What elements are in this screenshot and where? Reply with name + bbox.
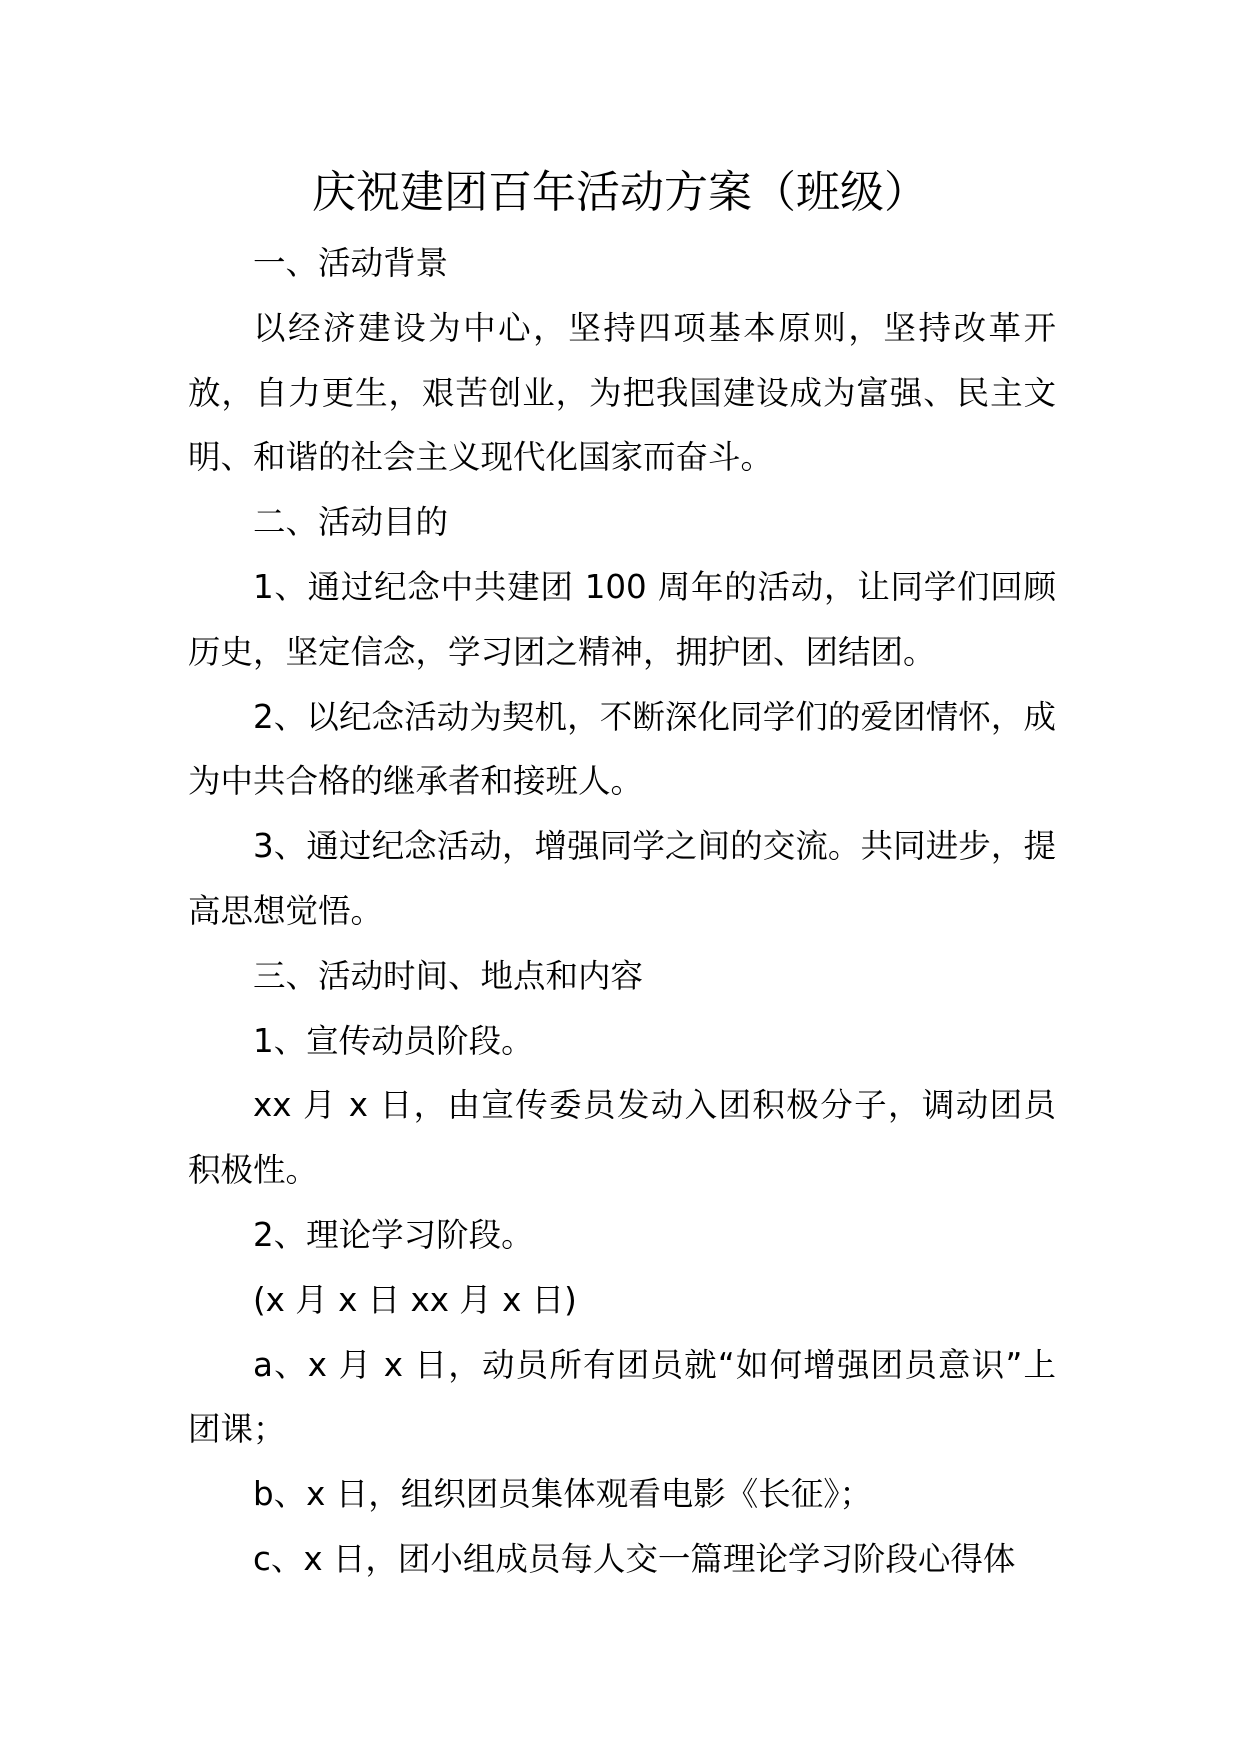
paragraph-purpose-1: 1、通过纪念中共建团 100 周年的活动，让同学们回顾历史，坚定信念，学习团之精神，拥护团、团结团。: [188, 567, 1056, 671]
list-item-b: b、x 日，组织团员集体观看电影《长征》；: [253, 1475, 872, 1514]
paragraph-purpose-3: 3、通过纪念活动，增强同学之间的交流。共同进步，提高思想觉悟。: [188, 827, 1056, 930]
paragraph-stage-2-dates: (x 月 x 日 xx 月 x 日): [253, 1280, 577, 1319]
list-item-a: a、x 月 x 日，动员所有团员就“如何增强团员意识”上团课；: [188, 1345, 1056, 1449]
document-title: 庆祝建团百年活动方案（班级）: [312, 167, 928, 218]
section-heading-background: 一、活动背景: [253, 244, 449, 282]
document-body: [188, 231, 1056, 1592]
paragraph-purpose-2: 2、以纪念活动为契机，不断深化同学们的爱团情怀，成为中共合格的继承者和接班人。: [188, 697, 1056, 801]
paragraph-stage-1: 1、宣传动员阶段。: [253, 1021, 534, 1060]
paragraph-stage-1-detail: xx 月 x 日，由宣传委员发动入团积极分子，调动团员积极性。: [188, 1086, 1056, 1190]
paragraph-stage-2: 2、理论学习阶段。: [253, 1215, 534, 1254]
paragraph-background: 以经济建设为中心，坚持四项基本原则，坚持改革开放，自力更生，艰苦创业，为把我国建设成为富强、民主文明、和谐的社会主义现代化国家而奋斗。: [188, 308, 1056, 477]
section-heading-schedule: 三、活动时间、地点和内容: [253, 956, 644, 995]
section-heading-purpose: 二、活动目的: [253, 503, 449, 542]
list-item-c: c、x 日，团小组成员每人交一篇理论学习阶段心得体: [253, 1539, 1016, 1578]
